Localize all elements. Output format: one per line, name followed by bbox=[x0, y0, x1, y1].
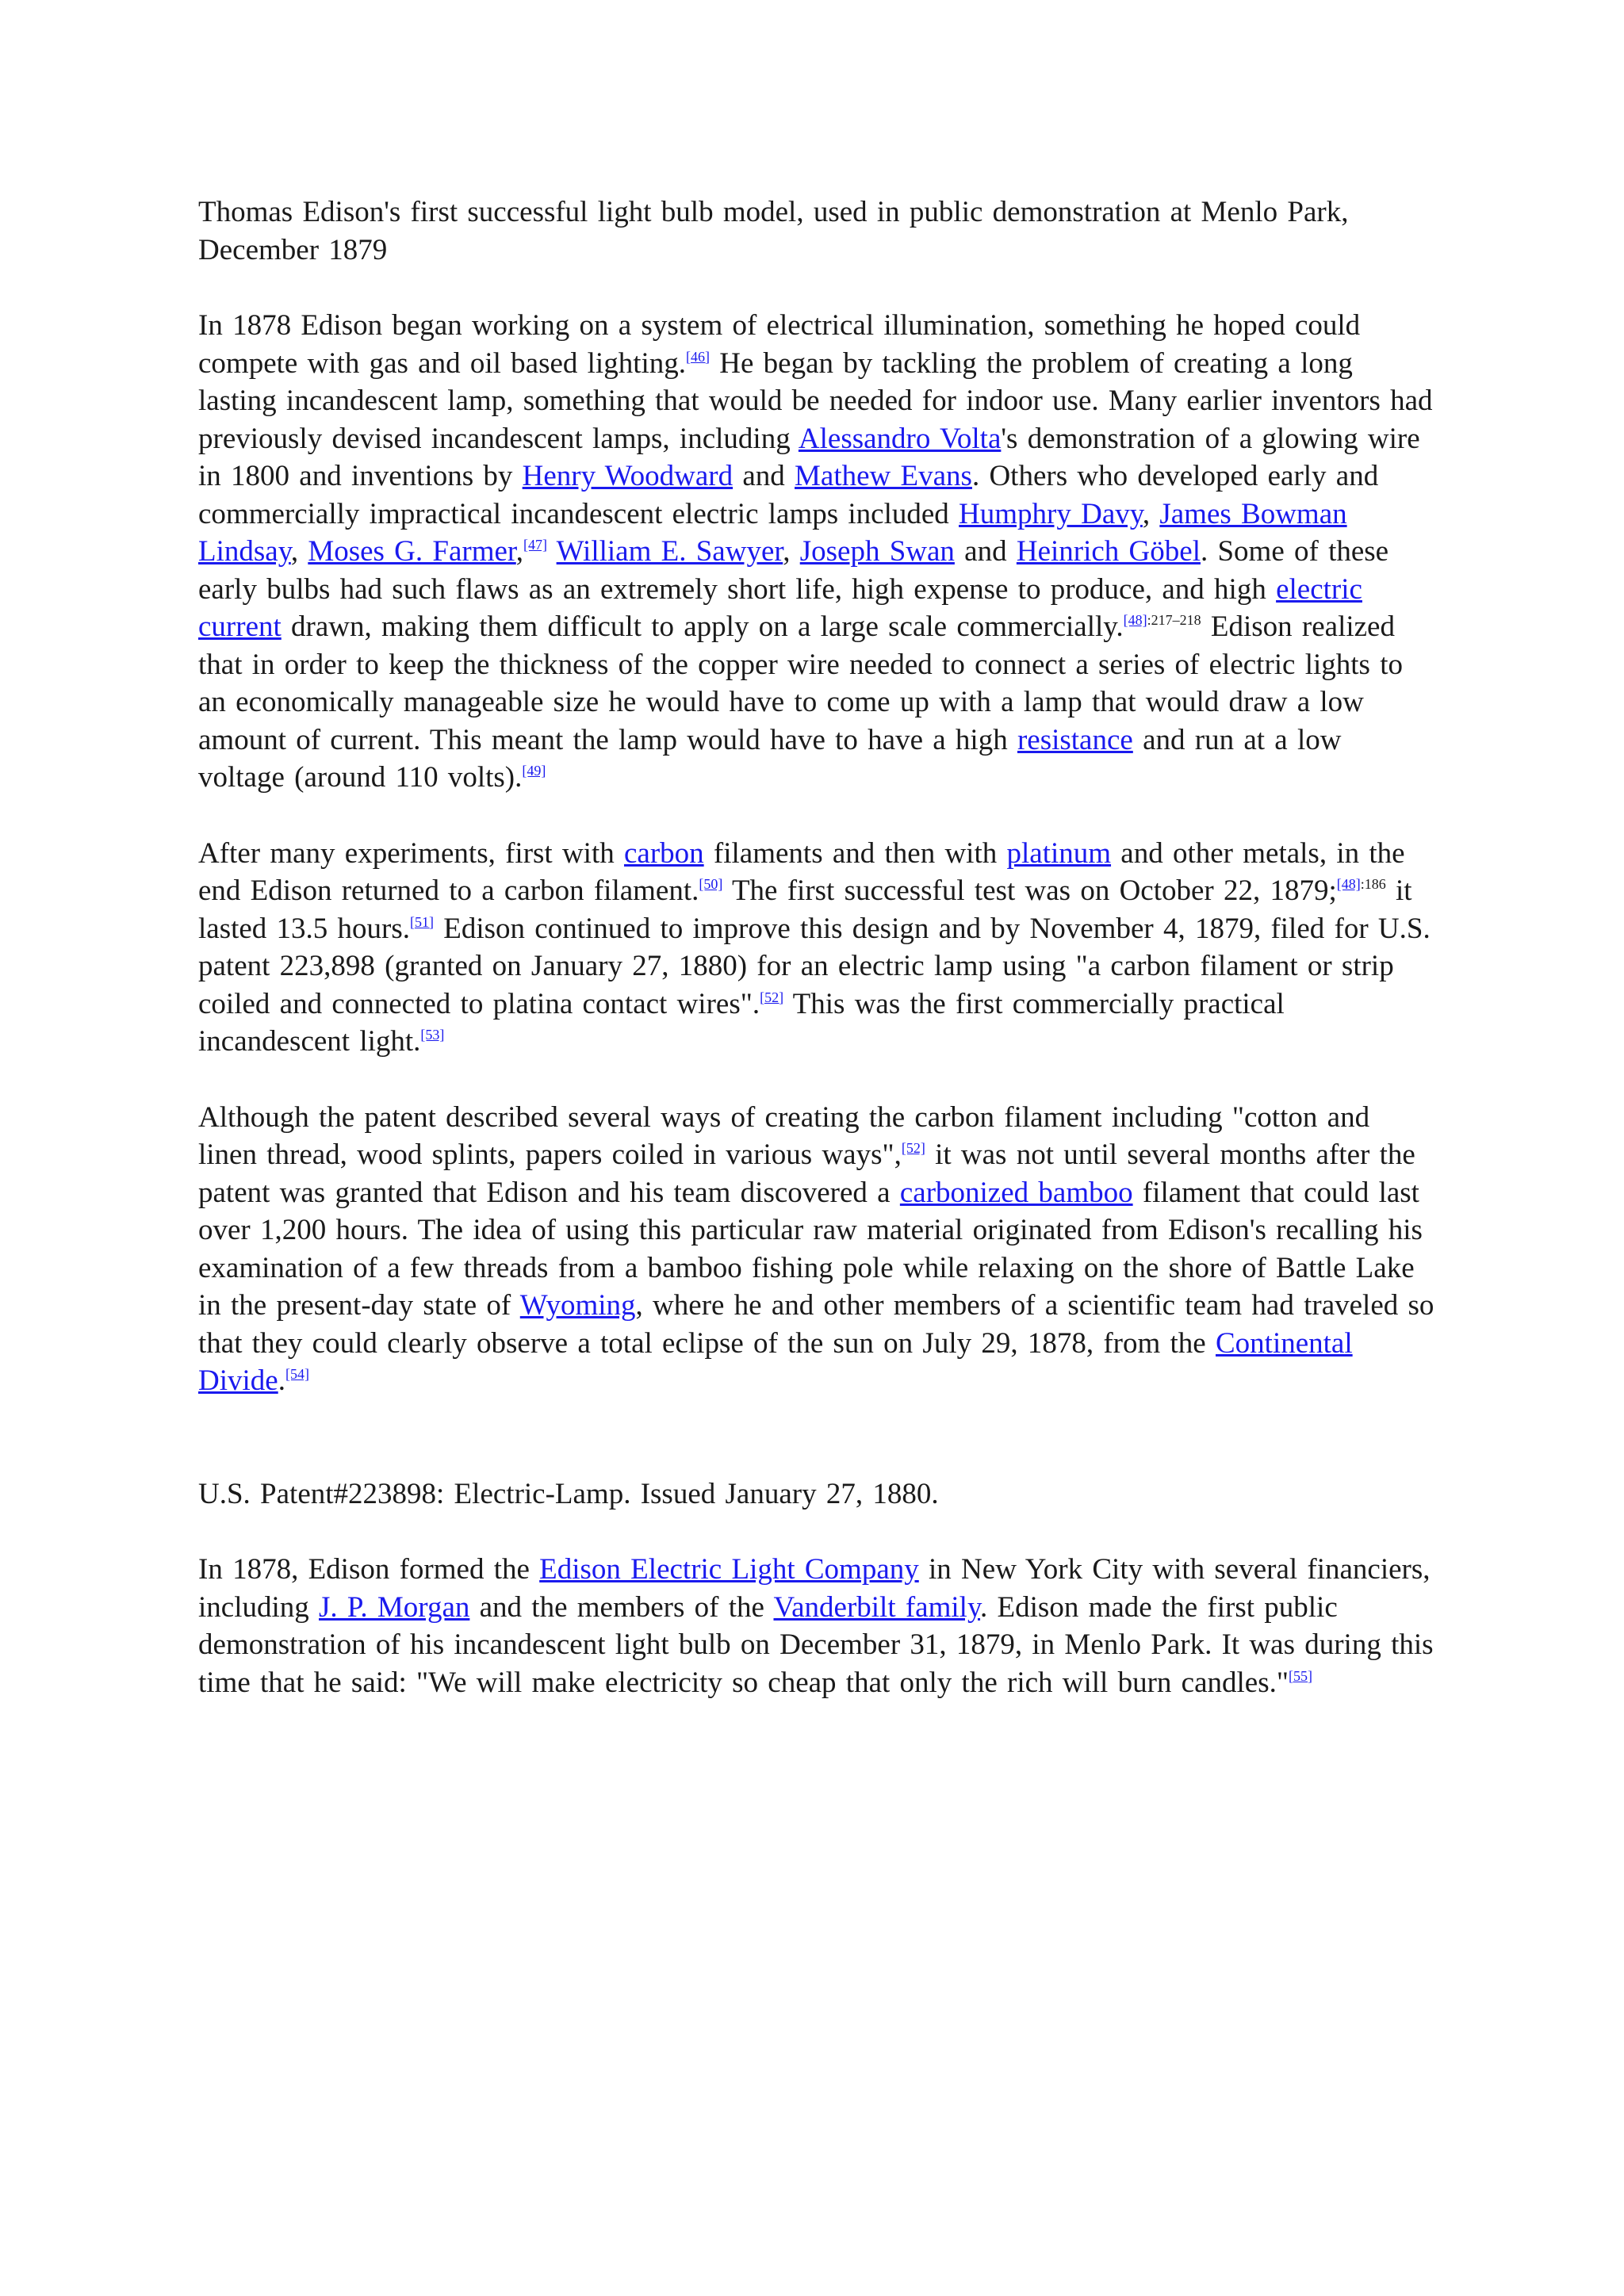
text-run: , where he and other members of a scientific team had traveled so that they could clearly observe a total eclipse of the sun on July 29, 1878, from the bbox=[198, 1289, 1434, 1360]
spacer bbox=[198, 1400, 1435, 1475]
citation bbox=[1124, 612, 1201, 628]
text-run: and run at a low voltage (around 110 volts). bbox=[198, 723, 1342, 794]
citation bbox=[686, 349, 710, 365]
document-body bbox=[198, 193, 1435, 1701]
link-james-bowman-lindsay[interactable]: James Bowman Lindsay bbox=[198, 497, 1347, 568]
text-run: . bbox=[278, 1364, 285, 1397]
text-run: Thomas Edison's first successful light bulb model, used in public demonstration at Menlo Park, December 1879 bbox=[198, 196, 1349, 266]
text-run: This was the first commercially practical incandescent light. bbox=[198, 987, 1285, 1058]
text-run: In 1878, Edison formed the bbox=[198, 1553, 540, 1586]
citation-page: :217–218 bbox=[1147, 612, 1201, 628]
text-run: Edison realized that in order to keep the thickness of the copper wire needed to connect a series of electric lights to an economically manageable size he would have to come up with a lamp that would draw a low amount of current. This meant the lamp would have to have a high bbox=[198, 610, 1403, 756]
citation bbox=[1337, 876, 1386, 892]
citation-link-54[interactable]: [54] bbox=[285, 1366, 309, 1382]
text-run: . Edison made the first public demonstration of his incandescent light bulb on December 31, 1879, in Menlo Park. It was during this time that he said: "We will make electricity so cheap that only the rich will burn candles." bbox=[198, 1590, 1434, 1699]
citation-link-52[interactable]: [52] bbox=[760, 989, 784, 1005]
link-mathew-evans[interactable]: Mathew Evans bbox=[795, 460, 972, 492]
link-vanderbilt-family[interactable]: Vanderbilt family bbox=[773, 1590, 981, 1624]
spacer bbox=[198, 1061, 1435, 1099]
text-run: U.S. Patent#223898: Electric-Lamp. Issued January 27, 1880. bbox=[198, 1477, 939, 1510]
link-platinum[interactable]: platinum bbox=[1006, 836, 1112, 870]
text-run: Edison continued to improve this design and by November 4, 1879, filed for U.S. patent 223,898 (granted on January 27, 1880) for an electric lamp using "a carbon filament or strip coiled and connected to platina contact wires". bbox=[198, 912, 1431, 1020]
text-run: , bbox=[290, 535, 308, 568]
citation-link-46[interactable]: [46] bbox=[686, 348, 710, 365]
link-continental-divide[interactable]: Continental Divide bbox=[198, 1326, 1353, 1397]
link-moses-g-farmer[interactable]: Moses G. Farmer bbox=[308, 535, 516, 568]
citation-link-52[interactable]: [52] bbox=[901, 1140, 925, 1156]
text-run bbox=[547, 535, 557, 568]
paragraph-edison-illumination bbox=[198, 307, 1435, 797]
citation bbox=[699, 876, 722, 892]
text-run: 's demonstration of a glowing wire in 1800 and inventions by bbox=[198, 422, 1420, 492]
text-run: in New York City with several financiers, including bbox=[198, 1553, 1431, 1624]
text-run: and bbox=[954, 535, 1017, 568]
citation bbox=[420, 1027, 444, 1043]
link-carbon[interactable]: carbon bbox=[623, 836, 704, 870]
spacer bbox=[198, 269, 1435, 307]
spacer bbox=[198, 1513, 1435, 1551]
citation-link-50[interactable]: [50] bbox=[699, 876, 723, 892]
spacer bbox=[198, 797, 1435, 835]
text-run: filaments and then with bbox=[703, 836, 1007, 870]
text-run: and the members of the bbox=[469, 1590, 774, 1624]
text-run: . Some of these early bulbs had such flaws as an extremely short life, high expense to produce, and high bbox=[198, 535, 1389, 606]
citation bbox=[285, 1366, 309, 1382]
citation bbox=[523, 537, 547, 553]
citation bbox=[760, 989, 783, 1005]
paragraph-caption-2 bbox=[198, 1475, 1435, 1513]
text-run: , bbox=[515, 535, 524, 568]
citation bbox=[410, 914, 434, 930]
citation bbox=[1289, 1668, 1312, 1684]
citation bbox=[902, 1140, 925, 1156]
link-resistance[interactable]: resistance bbox=[1017, 723, 1133, 756]
link-heinrich-g-bel[interactable]: Heinrich Göbel bbox=[1016, 535, 1201, 568]
link-carbonized-bamboo[interactable]: carbonized bamboo bbox=[899, 1176, 1133, 1209]
text-run: filament that could last over 1,200 hours. The idea of using this particular raw material originated from Edison's recalling his examination of a few threads from a bamboo fishing pole while relaxing on the shore of Battle Lake in the present-day state of bbox=[198, 1176, 1423, 1322]
text-run: it lasted 13.5 hours. bbox=[198, 874, 1412, 945]
link-edison-electric-light-company[interactable]: Edison Electric Light Company bbox=[539, 1553, 919, 1586]
citation bbox=[522, 763, 546, 779]
text-run: drawn, making them difficult to apply on a large scale commercially. bbox=[281, 610, 1124, 643]
citation-link-53[interactable]: [53] bbox=[420, 1027, 445, 1043]
text-run: After many experiments, first with bbox=[198, 836, 624, 870]
text-run: , bbox=[783, 535, 800, 568]
paragraph-bamboo-filament bbox=[198, 1099, 1435, 1400]
citation-link-55[interactable]: [55] bbox=[1288, 1667, 1312, 1684]
paragraph-caption-1 bbox=[198, 193, 1435, 269]
citation-link-48[interactable]: [48] bbox=[1123, 612, 1147, 628]
text-run: and other metals, in the end Edison returned to a carbon filament. bbox=[198, 836, 1405, 907]
link-j-p-morgan[interactable]: J. P. Morgan bbox=[319, 1590, 470, 1624]
link-alessandro-volta[interactable]: Alessandro Volta bbox=[798, 422, 1002, 455]
citation-link-48[interactable]: [48] bbox=[1336, 876, 1361, 892]
text-run: He began by tackling the problem of creating a long lasting incandescent lamp, something that would be needed for indoor use. Many earlier inventors had previously devised incandescent lamps, including bbox=[198, 346, 1433, 455]
text-run: , bbox=[1142, 497, 1160, 530]
paragraph-electric-light-company bbox=[198, 1551, 1435, 1701]
citation-link-49[interactable]: [49] bbox=[522, 763, 546, 779]
link-henry-woodward[interactable]: Henry Woodward bbox=[522, 460, 733, 492]
link-joseph-swan[interactable]: Joseph Swan bbox=[799, 535, 955, 568]
link-william-e-sawyer[interactable]: William E. Sawyer bbox=[556, 535, 783, 568]
text-run: . Others who developed early and commercially impractical incandescent electric lamps included bbox=[198, 460, 1379, 530]
citation-link-51[interactable]: [51] bbox=[410, 913, 435, 930]
link-electric-current[interactable]: electric current bbox=[198, 572, 1362, 643]
link-humphry-davy[interactable]: Humphry Davy bbox=[959, 497, 1143, 530]
citation-link-47[interactable]: [47] bbox=[523, 537, 548, 553]
text-run: Although the patent described several ways of creating the carbon filament including "cotton and linen thread, wood splints, papers coiled in various ways", bbox=[198, 1100, 1370, 1171]
text-run: The first successful test was on October 22, 1879; bbox=[722, 874, 1337, 907]
paragraph-carbon-filament bbox=[198, 835, 1435, 1061]
text-run: In 1878 Edison began working on a system of electrical illumination, something he hoped could compete with gas and oil based lighting. bbox=[198, 309, 1361, 380]
text-run: it was not until several months after the patent was granted that Edison and his team discovered a bbox=[198, 1138, 1415, 1209]
text-run: and bbox=[733, 460, 795, 492]
citation-page: :186 bbox=[1360, 876, 1386, 892]
link-wyoming[interactable]: Wyoming bbox=[519, 1289, 636, 1322]
